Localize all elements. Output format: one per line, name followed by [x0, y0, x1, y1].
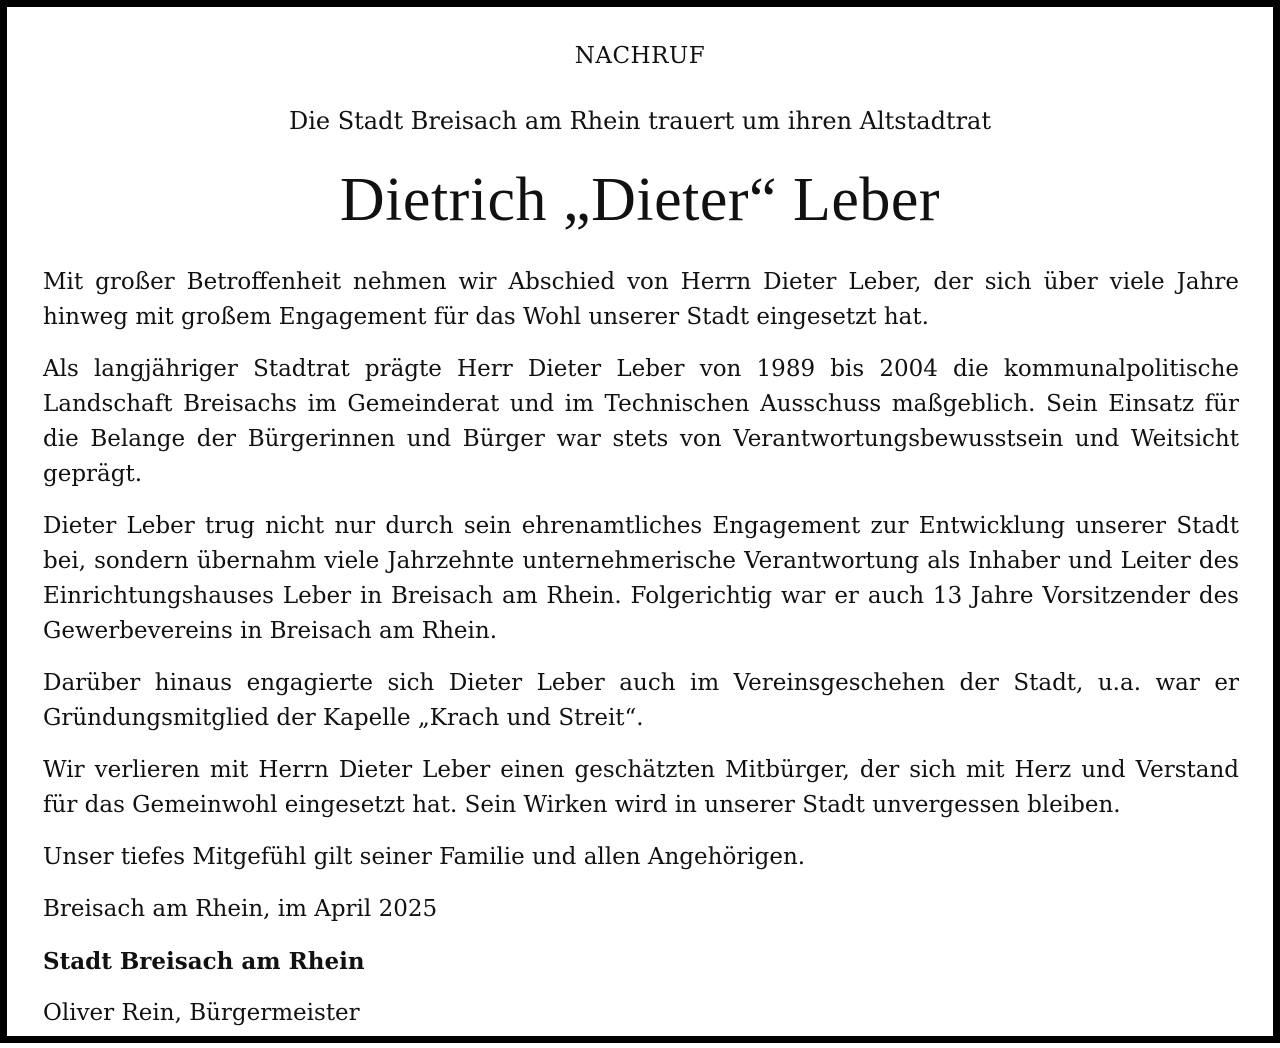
- notice-body: [43, 265, 1239, 1048]
- paragraph: Mit großer Betroffenheit nehmen wir Abschied von Herrn Dieter Leber, der sich über viele Jahre hinweg mit großem Engagement für das Wohl unserer Stadt eingesetzt hat.: [43, 269, 1239, 330]
- paragraph: Unser tiefes Mitgefühl gilt seiner Familie und allen Angehörigen.: [43, 844, 806, 870]
- signature-person: Oliver Rein, Bürgermeister: [43, 1000, 360, 1026]
- place-date: Breisach am Rhein, im April 2025: [43, 896, 438, 922]
- notice-kicker: NACHRUF: [574, 43, 706, 69]
- paragraph: Darüber hinaus engagierte sich Dieter Leber auch im Vereinsgeschehen der Stadt, u.a. war er Gründungsmitglied der Kapelle „Krach und Streit“.: [43, 670, 1239, 731]
- paragraph: Als langjähriger Stadtrat prägte Herr Dieter Leber von 1989 bis 2004 die kommunalpolitische Landschaft Breisachs im Gemeinderat und im Technischen Ausschuss maßgeblich. Sein Einsatz für die Belange der Bürgerinnen und Bürger war stets von Verantwortungsbewusstsein und Weitsicht geprägt.: [43, 356, 1239, 487]
- paragraph: Dieter Leber trug nicht nur durch sein ehrenamtliches Engagement zur Entwicklung unserer Stadt bei, sondern übernahm viele Jahrzehnte unternehmerische Verantwortung als Inhaber und Leiter des Einrichtungshauses Leber in Breisach am Rhein. Folgerichtig war er auch 13 Jahre Vorsitzender des Gewerbevereins in Breisach am Rhein.: [43, 513, 1239, 644]
- signature-organization: Stadt Breisach am Rhein: [43, 948, 365, 975]
- notice-intro: Die Stadt Breisach am Rhein trauert um ihren Altstadtrat: [288, 107, 992, 135]
- signature-block: [43, 944, 1239, 1031]
- paragraph: Wir verlieren mit Herrn Dieter Leber einen geschätzten Mitbürger, der sich mit Herz und Verstand für das Gemeinwohl eingesetzt hat. Sein Wirken wird in unserer Stadt unvergessen bleiben.: [43, 757, 1239, 818]
- deceased-name: Dietrich „Dieter“ Leber: [339, 166, 941, 234]
